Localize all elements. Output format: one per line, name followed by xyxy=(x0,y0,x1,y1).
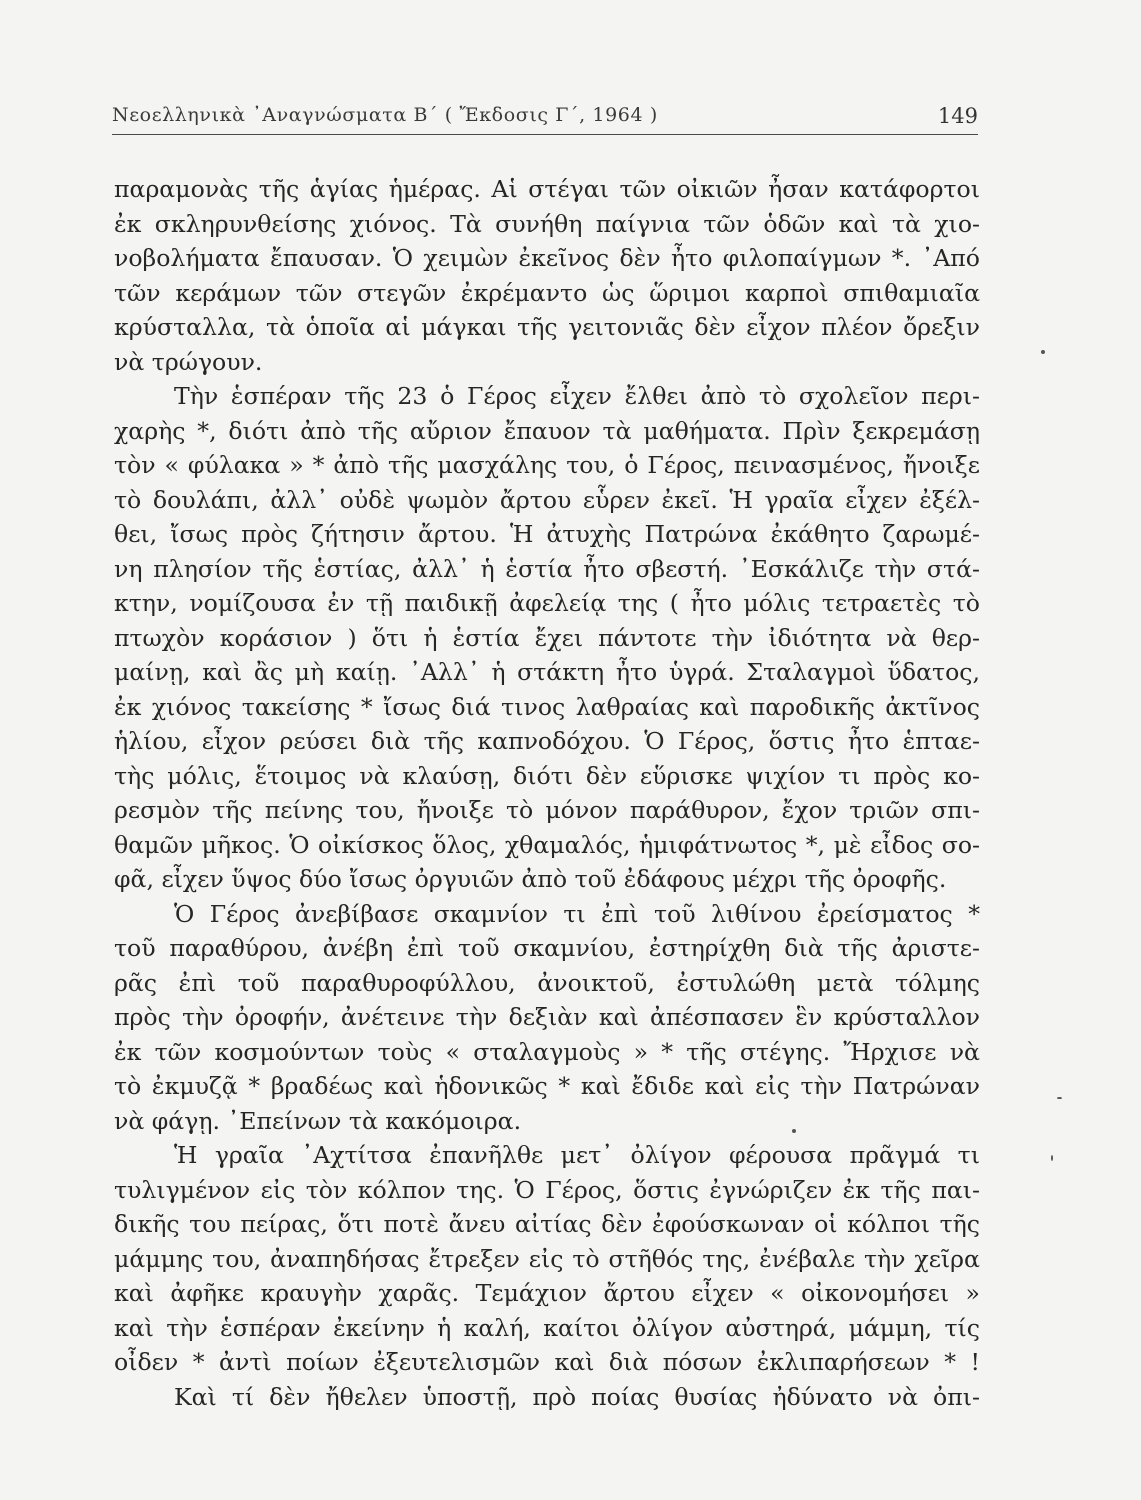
text-line: καὶ ἀφῆκε κραυγὴν χαρᾶς. Τεμάχιον ἄρτου εἶχεν « οἰκονομήσει » xyxy=(114,1279,980,1307)
text-line: κτην, νομίζουσα ἐν τῇ παιδικῇ ἀφελείᾳ της ( ἦτο μόλις τετραετὲς τὸ xyxy=(114,589,980,617)
text-line: ἐκ τῶν κοσμούντων τοὺς « σταλαγμοὺς » * τῆς στέγης. Ἤρχισε νὰ xyxy=(114,1037,980,1066)
text-line: τὸν « φύλακα » * ἀπὸ τῆς μασχάλης του, ὁ Γέρος, πεινασμένος, ἤνοιξε xyxy=(114,451,980,479)
text-line: τοῦ παραθύρου, ἀνέβη ἐπὶ τοῦ σκαμνίου, ἐστηρίχθη διὰ τῆς ἀριστε- xyxy=(114,934,980,962)
text-line: ρᾶς ἐπὶ τοῦ παραθυροφύλλου, ἀνοικτοῦ, ἐστυλώθη μετὰ τόλμης xyxy=(114,968,980,997)
body-text xyxy=(114,172,980,1414)
text-line: Ὁ Γέρος ἀνεβίβασε σκαμνίον τι ἐπὶ τοῦ λιθίνου ἐρείσματος * xyxy=(174,899,980,928)
text-line: τὸ δουλάπι, ἀλλ᾿ οὐδὲ ψωμὸν ἄρτου εὗρεν ἐκεῖ. Ἡ γραῖα εἶχεν ἐξέλ- xyxy=(114,485,980,514)
text-line: φᾶ, εἶχεν ὕψος δύο ἴσως ὀργυιῶν ἀπὸ τοῦ ἐδάφους μέχρι τῆς ὀροφῆς. xyxy=(114,865,947,893)
text-line: οἶδεν * ἀντὶ ποίων ἐξευτελισμῶν καὶ διὰ πόσων ἐκλιπαρήσεων * ! xyxy=(114,1348,980,1376)
text-line: Τὴν ἑσπέραν τῆς 23 ὁ Γέρος εἶχεν ἔλθει ἀπὸ τὸ σχολεῖον περι- xyxy=(174,382,980,410)
text-line: ἐκ σκληρυνθείσης χιόνος. Τὰ συνήθη παίγνια τῶν ὁδῶν καὶ τὰ χιο- xyxy=(114,209,980,238)
text-line: παραμονὰς τῆς ἁγίας ἡμέρας. Αἱ στέγαι τῶν οἰκιῶν ἦσαν κατάφορτοι xyxy=(114,175,980,203)
text-line: μάμμης του, ἀναπηδήσας ἔτρεξεν εἰς τὸ στῆθός της, ἐνέβαλε τὴν χεῖρα xyxy=(114,1244,980,1273)
text-line: μαίνῃ, καὶ ἂς μὴ καίῃ. ᾿Αλλ᾿ ἡ στάκτη ἦτο ὑγρά. Σταλαγμοὶ ὕδατος, xyxy=(114,658,980,686)
text-line: τυλιγμένον εἰς τὸν κόλπον της. Ὁ Γέρος, ὅστις ἐγνώριζεν ἐκ τῆς παι- xyxy=(114,1175,980,1204)
running-title: Νεοελληνικὰ ᾿Αναγνώσματα Β΄ ( Ἔκδοσις Γ΄, 1964 ) xyxy=(112,104,658,126)
text-line: τὸ ἐκμυζᾷ * βραδέως καὶ ἡδονικῶς * καὶ ἔδιδε καὶ εἰς τὴν Πατρώναν xyxy=(114,1072,980,1100)
text-line: χαρὴς *, διότι ἀπὸ τῆς αὔριον ἔπαυον τὰ μαθήματα. Πρὶν ξεκρεμάσῃ xyxy=(114,416,980,445)
page-number: 149 xyxy=(937,104,978,128)
text-line: νὰ φάγῃ. ᾿Επείνων τὰ κακόμοιρα. xyxy=(114,1106,522,1135)
text-line: θει, ἴσως πρὸς ζήτησιν ἄρτου. Ἡ ἀτυχὴς Πατρώνα ἐκάθητο ζαρωμέ- xyxy=(114,520,980,548)
text-line: καὶ τὴν ἑσπέραν ἐκείνην ἡ καλή, καίτοι ὀλίγον αὐστηρά, μάμμη, τίς xyxy=(114,1313,980,1342)
text-line: ρεσμὸν τῆς πείνης του, ἤνοιξε τὸ μόνον παράθυρον, ἔχον τριῶν σπι- xyxy=(114,796,980,824)
text-line: Καὶ τί δὲν ἤθελεν ὑποστῇ, πρὸ ποίας θυσίας ἠδύνατο νὰ ὀπι- xyxy=(174,1382,980,1411)
text-line: νὰ τρώγουν. xyxy=(114,347,263,376)
text-line: τὴς μόλις, ἕτοιμος νὰ κλαύσῃ, διότι δὲν εὕρισκε ψιχίον τι πρὸς κο- xyxy=(114,761,980,790)
text-line: νοβολήματα ἔπαυσαν. Ὁ χειμὼν ἐκεῖνος δὲν ἦτο φιλοπαίγμων *. ᾿Από xyxy=(114,244,980,272)
text-line: νη πλησίον τῆς ἑστίας, ἀλλ᾿ ἡ ἑστία ἦτο σβεστή. ᾿Εσκάλιζε τὴν στά- xyxy=(114,554,980,583)
text-line: θαμῶν μῆκος. Ὁ οἰκίσκος ὅλος, χθαμαλός, ἡμιφάτνωτος *, μὲ εἶδος σο- xyxy=(114,830,980,859)
text-line: πτωχὸν κοράσιον ) ὅτι ἡ ἑστία ἔχει πάντοτε τὴν ἰδιότητα νὰ θερ- xyxy=(114,623,980,652)
text-line: ἡλίου, εἶχον ρεύσει διὰ τῆς καπνοδόχου. Ὁ Γέρος, ὅστις ἦτο ἑπταε- xyxy=(114,727,980,755)
page-header xyxy=(112,100,978,135)
text-line: Ἡ γραῖα ᾿Αχτίτσα ἐπανῆλθε μετ᾿ ὀλίγον φέρουσα πρᾶγμά τι xyxy=(174,1141,980,1169)
text-line: τῶν κεράμων τῶν στεγῶν ἐκρέμαντο ὡς ὥριμοι καρποὶ σπιθαμιαῖα xyxy=(114,278,980,307)
text-line: κρύσταλλα, τὰ ὁποῖα αἱ μάγκαι τῆς γειτονιᾶς δὲν εἶχον πλέον ὄρεξιν xyxy=(114,313,980,341)
text-line: πρὸς τὴν ὀροφήν, ἀνέτεινε τὴν δεξιὰν καὶ ἀπέσπασεν ἓν κρύσταλλον xyxy=(114,1003,980,1031)
text-line: ἐκ χιόνος τακείσης * ἴσως διά τινος λαθραίας καὶ παροδικῆς ἀκτῖνος xyxy=(114,692,980,721)
text-line: δικῆς του πείρας, ὅτι ποτὲ ἄνευ αἰτίας δὲν ἐφούσκωναν οἱ κόλποι τῆς xyxy=(114,1210,980,1238)
